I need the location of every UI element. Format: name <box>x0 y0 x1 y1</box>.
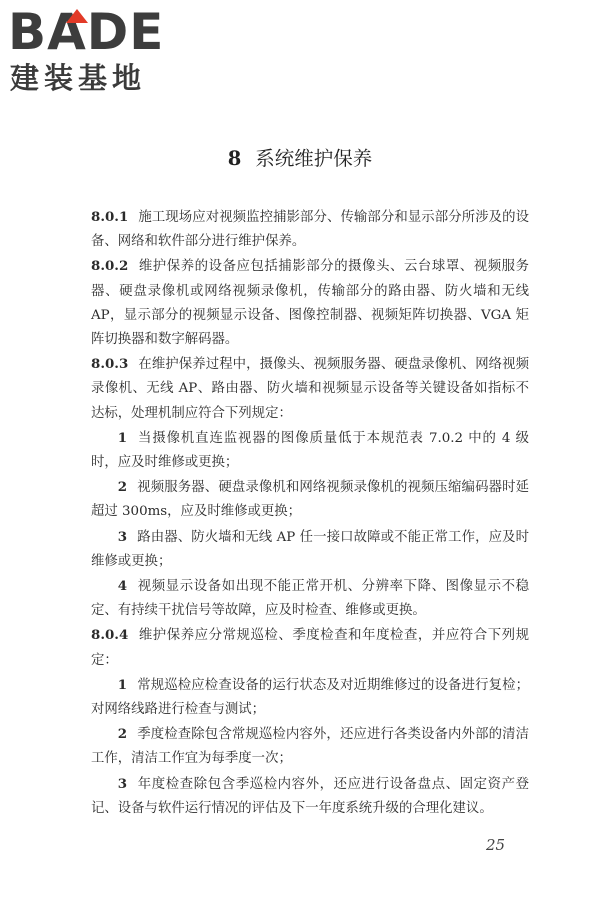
clause-item <box>91 574 529 623</box>
clause-number: 8.0.1 <box>91 209 129 225</box>
chapter-number: 8 <box>227 147 242 170</box>
clause-item <box>91 673 529 722</box>
clause-8-0-3 <box>91 352 529 426</box>
item-number: 3 <box>117 528 128 545</box>
item-text: 路由器、防火墙和无线 AP 任一接口故障或不能正常工作，应及时维修或更换； <box>91 529 529 569</box>
item-text: 常规巡检应检查设备的运行状态及对近期维修过的设备进行复检；对网络线路进行检查与测试； <box>91 677 529 718</box>
clause-item <box>91 426 529 475</box>
clause-text: 维护保养应分常规巡检、季度检查和年度检查，并应符合下列规定： <box>91 628 529 668</box>
page-number: 25 <box>486 836 506 854</box>
item-number: 2 <box>117 726 128 743</box>
clause-item <box>91 525 529 574</box>
item-number: 4 <box>117 578 128 595</box>
item-text: 视频显示设备如出现不能正常开机、分辨率下降、图像显示不稳定、有持续干扰信号等故障，应及时检查、维修或更换。 <box>91 579 529 619</box>
item-number: 2 <box>117 479 128 496</box>
clause-number: 8.0.4 <box>91 627 129 644</box>
clause-item <box>91 722 529 771</box>
item-number: 3 <box>117 775 128 792</box>
bade-logo <box>8 3 178 96</box>
clause-8-0-4 <box>91 623 529 672</box>
item-text: 视频服务器、硬盘录像机和网络视频录像机的视频压缩编码器时延超过 300ms，应及时维修或更换； <box>91 480 529 520</box>
logo-brand-text: BADE <box>8 3 165 61</box>
chapter-title-text: 系统维护保养 <box>255 147 373 170</box>
clause-item <box>91 475 529 524</box>
clause-number: 8.0.2 <box>91 258 129 275</box>
document-body <box>91 205 529 821</box>
clause-8-0-1 <box>91 205 529 254</box>
item-number: 1 <box>117 429 128 446</box>
item-text: 当摄像机直连监视器的图像质量低于本规范表 7.0.2 中的 4 级时，应及时维修或更换； <box>91 430 529 471</box>
chapter-title <box>0 146 600 172</box>
clause-number: 8.0.3 <box>91 356 129 373</box>
clause-8-0-2 <box>91 254 529 352</box>
clause-text: 在维护保养过程中，摄像头、视频服务器、硬盘录像机、网络视频录像机、无线 AP、路由器、防火墙和视频显示设备等关键设备如指标不达标，处理机制应符合下列规定： <box>91 357 529 421</box>
clause-text: 维护保养的设备应包括捕影部分的摄像头、云台球罩、视频服务器、硬盘录像机或网络视频录像机，传输部分的路由器、防火墙和无线 AP，显示部分的视频显示设备、图像控制器、视频矩阵切换器、VGA 矩阵切换器和数字解码器。 <box>91 259 529 348</box>
logo-accent-triangle <box>66 9 88 23</box>
clause-text: 施工现场应对视频监控捕影部分、传输部分和显示部分所涉及的设备、网络和软件部分进行维护保养。 <box>91 210 529 250</box>
clause-item <box>91 772 529 821</box>
item-text: 年度检查除包含季巡检内容外，还应进行设备盘点、固定资产登记、设备与软件运行情况的评估及下一年度系统升级的合理化建议。 <box>91 776 529 816</box>
item-number: 1 <box>117 676 128 693</box>
logo-subtitle: 建装基地 <box>10 61 147 95</box>
item-text: 季度检查除包含常规巡检内容外，还应进行各类设备内外部的清洁工作，清洁工作宜为每季度一次； <box>91 727 529 767</box>
